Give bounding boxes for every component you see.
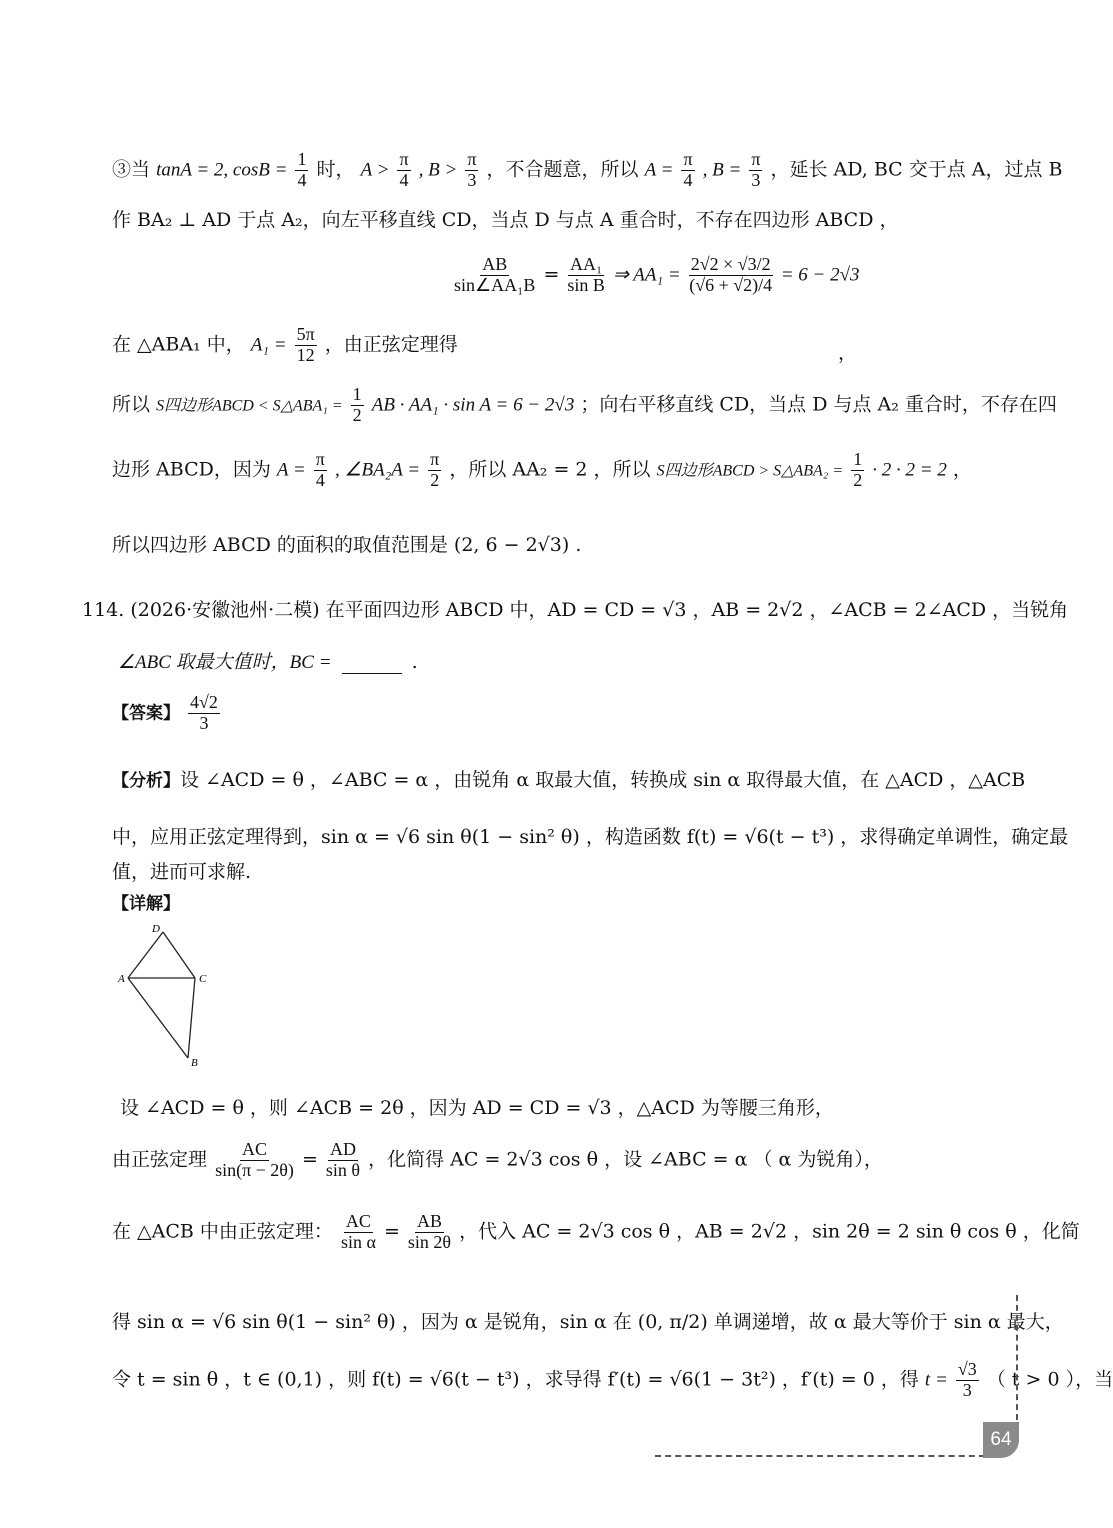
num: √3 (957, 1359, 977, 1379)
frac-pi-3 (465, 150, 478, 191)
a-equals: A = (644, 159, 674, 181)
text-in-acb: 在 △ACB 中由正弦定理： (112, 1220, 333, 1243)
comma: ， (952, 458, 972, 481)
text-when: 时， (316, 158, 355, 181)
text-not-fit: ，不合题意，所以 (486, 158, 639, 181)
den: 2 (352, 404, 362, 425)
case3-line1 (112, 150, 1063, 191)
text-in-triangle: 在 △ABA₁ 中， (112, 333, 245, 356)
detail-line1: 设 ∠ACD = θ ，则 ∠ACB = 2θ ，因为 AD = CD = √3 ，△ACD 为等腰三角形， (120, 1097, 834, 1119)
sine-law-equation: $\frac{AB}{\text{sin∠AA₁B}}$ = $\frac{\text{AA₁}}{\text{sin B}}$ ⇒ AA₁ = $\frac{2√2 \times √3/2}{(√6 + √2)/4}$ = 6 − 2√3 (454, 254, 860, 295)
text-let-t: 令 t = sin θ ，t ∈ (0,1) ，则 f(t) = √6(t − t³) ，求导得 f′(t) = √6(1 − 3t²) ，f′(t) = 0 ，得 (112, 1368, 919, 1391)
text-simplify: ，化简得 AC = 2√3 cos θ ，设 ∠ABC = α （ α 为锐角）， (368, 1148, 883, 1171)
num: AB (416, 1211, 442, 1231)
tan-cos-condition: tanA = 2, cosB = (156, 159, 288, 181)
implies-aa1: ⇒ AA₁ = (612, 264, 681, 286)
label-c: C (199, 973, 207, 985)
num: AB (482, 254, 508, 274)
den: 3 (467, 169, 477, 190)
text-sine-law: 由正弦定理 (112, 1148, 208, 1171)
frac-pi-4b (681, 150, 694, 191)
period: . (411, 651, 418, 673)
den: 4 (399, 169, 409, 190)
answer-fraction (188, 693, 220, 734)
case3-line2: 作 BA₂ ⊥ AD 于点 A₂，向左平移直线 CD，当点 D 与点 A 重合时，不存在四边形 ABCD ， (112, 209, 899, 231)
area-compare-right: S四边形ABCD > S△ABA₂ = (656, 462, 844, 480)
num: 1 (352, 384, 362, 404)
text-substitute: ，代入 AC = 2√3 cos θ ，AB = 2√2 ，sin 2θ = 2 sin θ cos θ ，化简 (459, 1220, 1080, 1243)
text-so: 所以 (112, 393, 151, 416)
comma: ， (838, 342, 858, 364)
area-value: · 2 · 2 = 2 (872, 459, 947, 481)
a-eq: A = (276, 459, 306, 481)
den: (√6 + √2)/4 (689, 274, 773, 295)
den: sin(π − 2θ) (215, 1159, 294, 1180)
den: 4 (297, 169, 307, 190)
den: sin 2θ (407, 1231, 452, 1252)
num: π (399, 149, 409, 169)
num: 2√2 × √3/2 (690, 254, 771, 274)
text-move-right: ；向右平移直线 CD，当点 D 与点 A₂ 重合时，不存在四 (580, 393, 1057, 416)
den: sin θ (325, 1159, 361, 1180)
num: π (315, 449, 325, 469)
frac-pi-3b (749, 150, 762, 191)
frac-pi-2 (428, 450, 441, 491)
num: 5π (296, 324, 315, 344)
a-greater: A > (360, 159, 390, 181)
text-quad-because: 边形 ABCD，因为 (112, 458, 271, 481)
edge-dc (163, 932, 195, 978)
num: π (467, 149, 477, 169)
question-114-line1: 114. (2026·安徽池州·二模) 在平面四边形 ABCD 中，AD = CD = √3 ，AB = 2√2 ，∠ACB = 2∠ACD ，当锐角 (82, 599, 1069, 621)
angle-ba2a: , ∠BA₂A = (334, 459, 421, 481)
answer-label: 【答案】 (112, 703, 180, 724)
frac-ad-sin (326, 1140, 360, 1181)
den: 4 (683, 169, 693, 190)
den: sin B (567, 274, 605, 295)
num: 1 (297, 149, 307, 169)
t-equals: t = (924, 1369, 948, 1391)
edge-da (128, 932, 163, 978)
quadrilateral-figure (115, 920, 225, 1070)
frac-ab-sin (454, 255, 535, 296)
label-b: B (191, 1057, 198, 1069)
detail-line3: 在 △ACB 中由正弦定理： $\frac{AC}{\text{sin α}}$ = $\frac{AB}{\sin 2\theta}$ ，代入 AC = 2√3 cos θ ，AB = 2√2 ，sin 2θ = 2 sin θ cos θ ，化简 (112, 1211, 1080, 1252)
frac-aa1-sinb (567, 255, 605, 296)
case3-line4 (112, 325, 458, 366)
num: 1 (853, 449, 863, 469)
den: 2 (430, 469, 440, 490)
side-dashed-border (1016, 1295, 1018, 1420)
case3-marker: ③当 (112, 158, 151, 181)
frac-pi-4c (314, 450, 327, 491)
text-aa2: ，所以 AA₂ = 2 ，所以 (449, 458, 651, 481)
area-compare-left: S四边形ABCD < S△ABA₁ = (156, 397, 343, 415)
detail-line4: 得 sin α = √6 sin θ(1 − sin² θ) ，因为 α 是锐角，sin α 在 (0, π/2) 单调递增，故 α 最大等价于 sin α 最大， (112, 1311, 1064, 1333)
analysis-line3: 值，进而可求解. (112, 861, 252, 883)
edge-ab (128, 978, 188, 1058)
detail-line2: 由正弦定理 $\frac{AC}{\sin(\pi - 2\theta)}$ = $\frac{AD}{\text{sin θ}}$ ，化简得 AC = 2√3 cos θ ，设 ∠ABC = α （ α 为锐角）， (112, 1139, 883, 1180)
frac-sqrt3-3 (956, 1360, 979, 1401)
den: 3 (962, 1379, 972, 1400)
den: 4 (315, 469, 325, 490)
result-aa1: = 6 − 2√3 (780, 264, 860, 286)
analysis-label: 【分析】 (112, 771, 180, 791)
num: AA₁ (570, 254, 603, 274)
page-number: 64 (983, 1422, 1019, 1458)
num: π (751, 149, 761, 169)
frac-ab-sin2t (408, 1212, 451, 1253)
frac-one-quarter (295, 150, 308, 191)
question-ask: ∠ABC 取最大值时，BC = (118, 652, 332, 673)
case3-line6 (112, 450, 972, 491)
answer-section (112, 693, 222, 734)
analysis-text1: 设 ∠ACD = θ ，∠ABC = α ，由锐角 α 取最大值，转换成 sin α 取得最大值，在 △ACD ，△ACB (180, 769, 1026, 791)
b-equals: , B = (702, 159, 742, 181)
text-sine-law: ，由正弦定理得 (324, 333, 458, 356)
frac-ac-sina (341, 1212, 376, 1253)
b-greater: , B > (418, 159, 458, 181)
frac-pi-4 (397, 150, 410, 191)
frac-half2 (851, 450, 864, 491)
den: 3 (751, 169, 761, 190)
analysis-line2: 中，应用正弦定理得到，sin α = √6 sin θ(1 − sin² θ) ，构造函数 f(t) = √6(t − t³) ，求得确定单调性，确定最 (112, 826, 1069, 848)
text-when: （ t > 0 ），当 (986, 1368, 1113, 1391)
num: π (430, 449, 440, 469)
detail-line5 (112, 1360, 1113, 1401)
num: 4√2 (190, 692, 218, 712)
a1-equals: A₁ = (250, 334, 287, 356)
edge-cb (188, 978, 195, 1058)
answer-blank (342, 673, 402, 674)
frac-half (351, 385, 364, 426)
num: π (683, 149, 693, 169)
den: 3 (199, 712, 209, 733)
label-d: D (152, 923, 160, 935)
footer-dashed-border (655, 1455, 985, 1457)
area-formula: AB · AA₁ · sin A = 6 − 2√3 (371, 394, 575, 416)
detail-label: 【详解】 (112, 894, 180, 914)
den: 2 (853, 469, 863, 490)
question-114-line2 (118, 647, 418, 674)
frac-big (689, 255, 773, 296)
case3-conclusion: 所以四边形 ABCD 的面积的取值范围是 (2, 6 − 2√3) . (112, 534, 582, 556)
den: 12 (296, 344, 315, 365)
analysis-line1 (112, 765, 1025, 792)
den: sin∠AA₁B (454, 274, 536, 295)
den: sin α (340, 1231, 376, 1252)
frac-ac-sin (215, 1140, 294, 1181)
num: AD (329, 1139, 356, 1159)
text-extend: ，延长 AD, BC 交于点 A，过点 B (770, 158, 1063, 181)
case3-line5 (112, 385, 1057, 426)
label-a: A (118, 973, 125, 985)
frac-5pi-12 (295, 325, 317, 366)
num: AC (345, 1211, 371, 1231)
num: AC (241, 1139, 267, 1159)
